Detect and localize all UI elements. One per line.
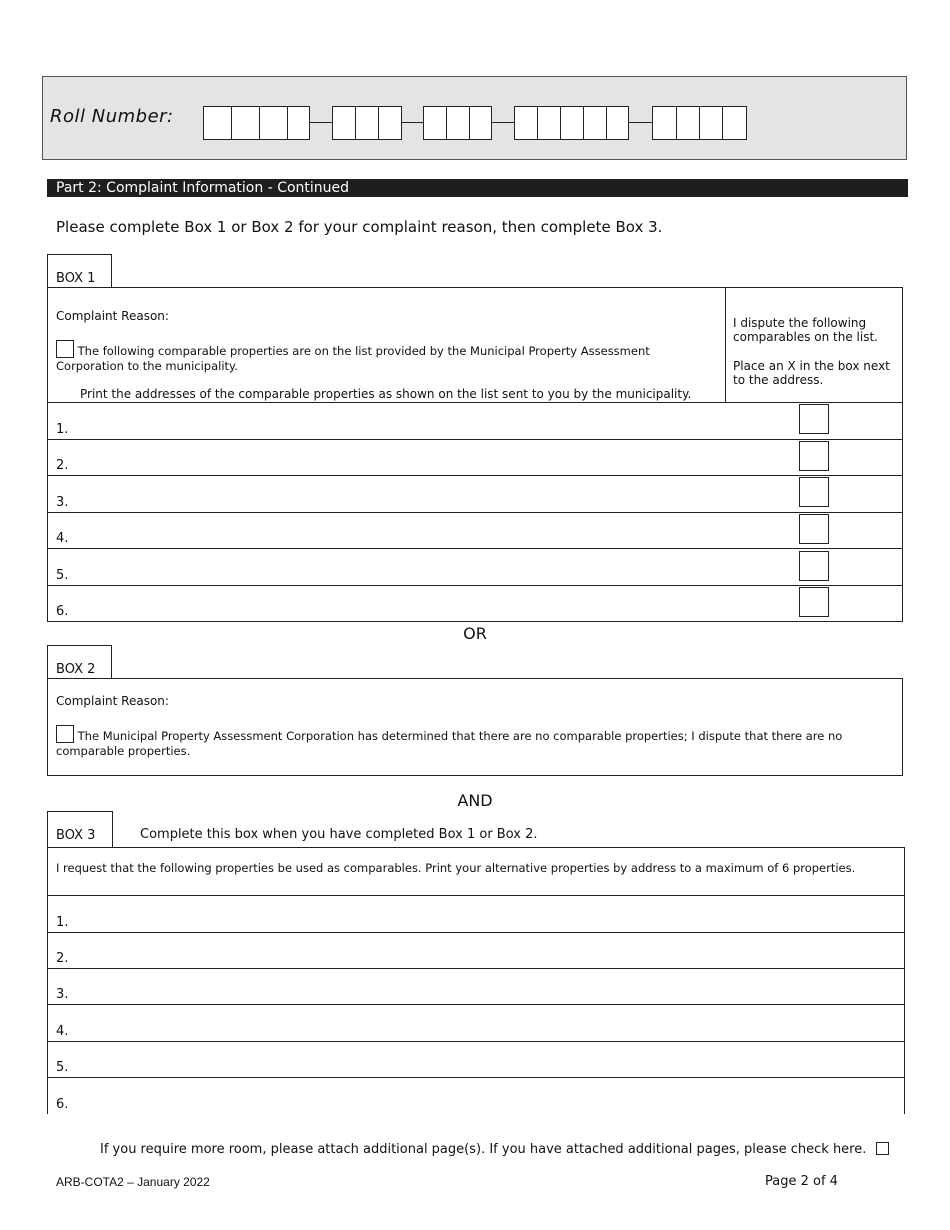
row-number: 6. (56, 1097, 69, 1112)
box1-tab-label: BOX 1 (56, 271, 96, 286)
instructions: Please complete Box 1 or Box 2 for your complaint reason, then complete Box 3. (56, 218, 663, 236)
row-number: 3. (56, 495, 69, 510)
dispute-checkbox[interactable] (799, 551, 829, 581)
box1-reason-option (56, 340, 716, 374)
roll-digit-input[interactable] (653, 107, 677, 139)
row-number: 1. (56, 422, 69, 437)
box3-heading: Complete this box when you have completed Box 1 or Box 2. (140, 827, 538, 842)
roll-number-group-3 (423, 106, 492, 140)
dispute-checkbox[interactable] (799, 441, 829, 471)
part-2-heading: Part 2: Complaint Information - Continued (47, 179, 908, 197)
box1-address-row[interactable] (47, 586, 903, 622)
row-number: 4. (56, 531, 69, 546)
roll-separator (629, 122, 652, 123)
box1-dispute-line2: Place an X in the box next to the address. (733, 359, 890, 387)
dispute-checkbox[interactable] (799, 514, 829, 544)
dispute-checkbox[interactable] (799, 404, 829, 434)
additional-pages-checkbox[interactable] (876, 1142, 889, 1155)
box1-address-row[interactable] (47, 476, 903, 513)
roll-separator (402, 122, 423, 123)
row-number: 5. (56, 1060, 69, 1075)
roll-number-group-2 (332, 106, 402, 140)
roll-digit-input[interactable] (447, 107, 470, 139)
roll-number-group-5 (652, 106, 747, 140)
roll-number-group-1 (203, 106, 310, 140)
page-number: Page 2 of 4 (765, 1174, 838, 1189)
box2-reason-option (56, 725, 886, 759)
row-number: 2. (56, 951, 69, 966)
box1-print-instructions: Print the addresses of the comparable properties as shown on the list sent to you by the municipality. (80, 387, 692, 401)
row-number: 2. (56, 458, 69, 473)
box3-address-row[interactable] (47, 1078, 905, 1114)
additional-pages-text: If you require more room, please attach additional page(s). If you have attached additional pages, please check here. (100, 1142, 867, 1157)
form-id: ARB-COTA2 – January 2022 (56, 1175, 210, 1189)
box1-reason-text: The following comparable properties are on the list provided by the Municipal Property Assessment Corporation to the municipality. (56, 344, 650, 373)
roll-digit-input[interactable] (538, 107, 561, 139)
roll-separator (310, 122, 332, 123)
row-number: 5. (56, 568, 69, 583)
roll-number-label: Roll Number: (50, 106, 174, 127)
roll-digit-input[interactable] (260, 107, 288, 139)
box1-address-row[interactable] (47, 549, 903, 586)
roll-number-group-4 (514, 106, 629, 140)
box3-address-row[interactable] (47, 969, 905, 1005)
box2-tab (47, 645, 112, 679)
box3-address-row[interactable] (47, 896, 905, 933)
roll-digit-input[interactable] (232, 107, 260, 139)
box2-tab-label: BOX 2 (56, 662, 96, 677)
box3-request-text: I request that the following properties be used as comparables. Print your alternative properties by address to a maximum of 6 properties. (56, 861, 856, 875)
roll-digit-input[interactable] (561, 107, 584, 139)
box1-reason-label: Complaint Reason: (56, 309, 169, 323)
box2-reason-checkbox[interactable] (56, 725, 74, 743)
row-number: 6. (56, 604, 69, 619)
box1-address-row[interactable] (47, 403, 903, 440)
box3-tab (47, 811, 113, 848)
roll-digit-input[interactable] (288, 107, 309, 139)
box1-tab (47, 254, 112, 288)
roll-digit-input[interactable] (379, 107, 401, 139)
box2-reason-label: Complaint Reason: (56, 694, 169, 708)
box1-dispute-line1: I dispute the following comparables on the list. (733, 316, 878, 344)
box3-tab-label: BOX 3 (56, 828, 96, 843)
roll-digit-input[interactable] (204, 107, 232, 139)
row-number: 4. (56, 1024, 69, 1039)
and-separator: AND (457, 791, 493, 810)
box1-column-divider (725, 287, 726, 403)
box1-reason-checkbox[interactable] (56, 340, 74, 358)
roll-digit-input[interactable] (607, 107, 628, 139)
row-number: 3. (56, 987, 69, 1002)
box3-address-row[interactable] (47, 1005, 905, 1042)
dispute-checkbox[interactable] (799, 587, 829, 617)
box3-address-row[interactable] (47, 1042, 905, 1078)
box3-address-row[interactable] (47, 933, 905, 969)
roll-digit-input[interactable] (677, 107, 700, 139)
additional-pages-note (100, 1142, 889, 1157)
roll-digit-input[interactable] (333, 107, 356, 139)
roll-separator (492, 122, 514, 123)
box2-reason-text: The Municipal Property Assessment Corporation has determined that there are no comparable properties; I dispute that there are no comparable properties. (56, 729, 843, 758)
row-number: 1. (56, 915, 69, 930)
box1-dispute-note (733, 316, 893, 387)
roll-digit-input[interactable] (424, 107, 447, 139)
roll-digit-input[interactable] (356, 107, 379, 139)
box1-address-row[interactable] (47, 513, 903, 549)
roll-digit-input[interactable] (723, 107, 746, 139)
box1-address-row[interactable] (47, 440, 903, 476)
dispute-checkbox[interactable] (799, 477, 829, 507)
roll-digit-input[interactable] (584, 107, 607, 139)
roll-digit-input[interactable] (470, 107, 491, 139)
roll-digit-input[interactable] (515, 107, 538, 139)
roll-digit-input[interactable] (700, 107, 723, 139)
or-separator: OR (463, 624, 487, 643)
